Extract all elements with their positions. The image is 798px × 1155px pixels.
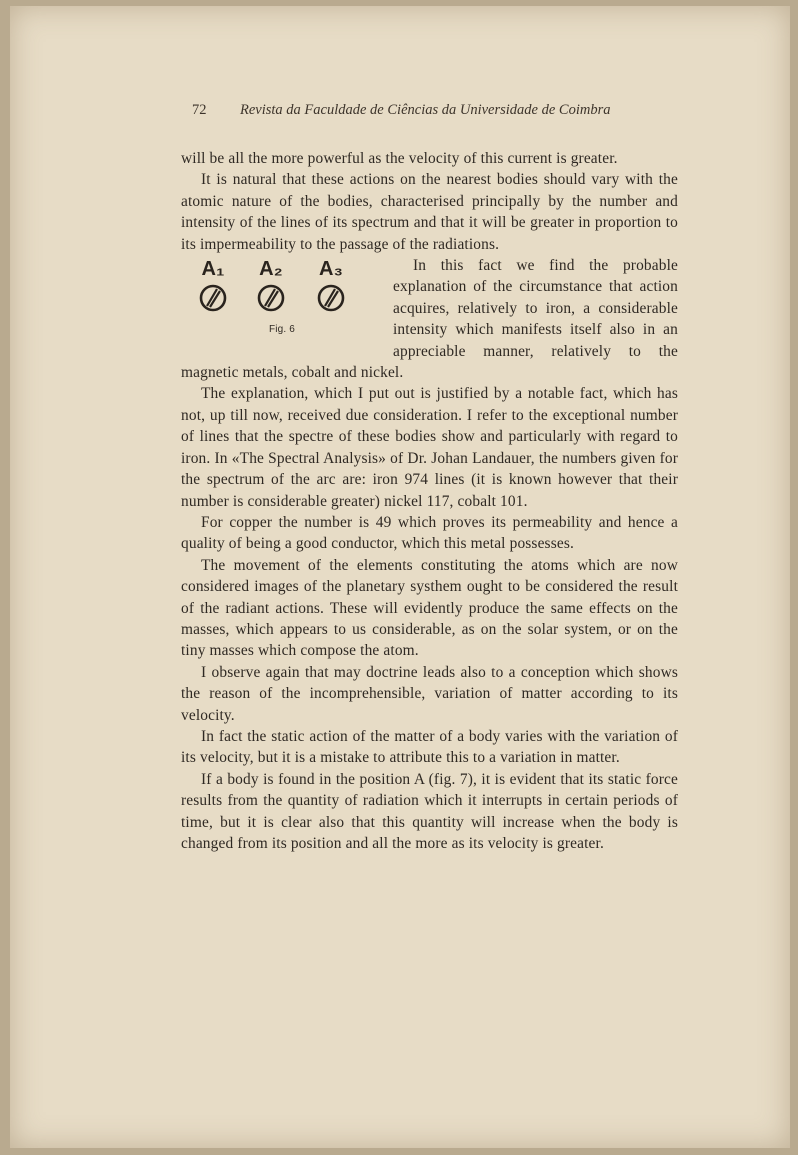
paragraph-with-figure [181, 255, 678, 383]
figure-label: A₃ [319, 258, 343, 281]
paragraph: In fact the static action of the matter of a body varies with the variation of its velocity, but it is a mistake to attribute this to a variation in matter. [181, 727, 678, 767]
figure-element [193, 259, 233, 313]
paragraph: In this fact we find the probable explanation of the circumstance that action acquires, relatively to iron, a considerable intensity which manifests itself also in an appreciable manner, relatively to the magnetic metals, cobalt and nickel. [181, 257, 678, 382]
paragraph: The movement of the elements constituting the atoms which are now considered images of the planetary systhem ought to be considered the result of the radiant actions. These will evidently produce the same effects on the masses, which appears to us considerable, as on the solar system, or on the tiny masses which compose the atom. [181, 556, 678, 660]
paragraph: The explanation, which I put out is justified by a notable fact, which has not, up till now, received due consideration. I refer to the exceptional number of lines that the spectre of these bodies show and particularly with regard to iron. In «The Spectral Analysis» of Dr. Johan Landauer, the numbers given for the spectrum of the arc are: iron 974 lines (it is known however that their number is considerable greater) nickel 117, cobalt 101. [181, 385, 678, 510]
figure-label: A₁ [201, 258, 225, 281]
slashed-circle-icon [316, 283, 346, 313]
figure-6 [193, 255, 383, 355]
slashed-circle-icon [198, 283, 228, 313]
journal-title: Revista da Faculdade de Ciências da Universidade de Coimbra [240, 102, 611, 118]
figure-element [251, 259, 291, 313]
figure-caption: Fig. 6 [269, 324, 295, 336]
paragraph: If a body is found in the position A (fig. 7), it is evident that its static force results from the quantity of radiation which it interrupts in certain periods of time, but it is clear also that this quantity will increase when the body is changed from its position and all the more as its velocity is greater. [181, 770, 678, 852]
body-text [181, 148, 678, 854]
slashed-circle-icon [256, 283, 286, 313]
paragraph: For copper the number is 49 which proves its permeability and hence a quality of being a good conductor, which this metal possesses. [181, 513, 678, 553]
paragraph: will be all the more powerful as the velocity of this current is greater. [181, 150, 618, 167]
page-number: 72 [192, 102, 207, 118]
page-sheet [10, 6, 790, 1148]
figure-element [311, 259, 351, 313]
paragraph: I observe again that may doctrine leads also to a conception which shows the reason of the incomprehensible, variation of matter according to its velocity. [181, 663, 678, 724]
paragraph: It is natural that these actions on the nearest bodies should vary with the atomic nature of the bodies, characterised principally by the number and intensity of the lines of its spectrum and that it will be greater in proportion to its impermeability to the passage of the radiations. [181, 171, 678, 253]
figure-label: A₂ [259, 258, 283, 281]
